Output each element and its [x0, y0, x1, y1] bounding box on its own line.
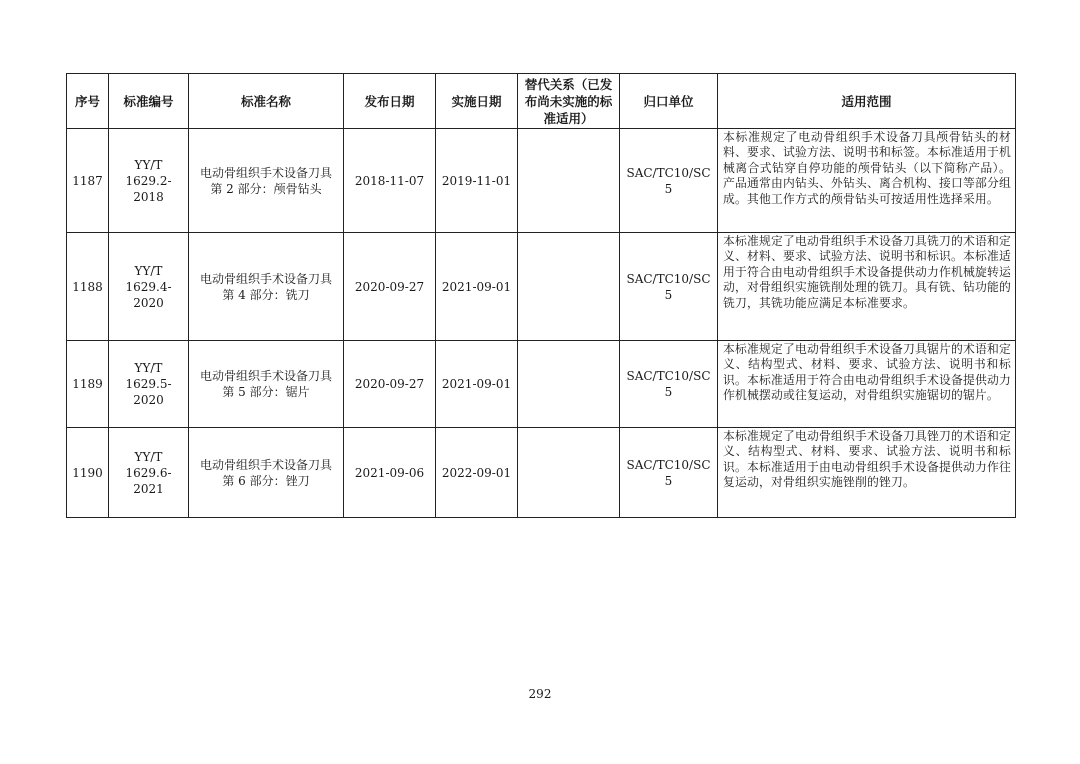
table-row — [67, 428, 1016, 518]
header-effective-date: 实施日期 — [436, 74, 518, 129]
cell-unit-text: SAC/TC10/SC5 — [626, 271, 711, 302]
cell-code — [109, 233, 189, 341]
standards-table — [66, 73, 1016, 518]
cell-replacement — [518, 233, 620, 341]
cell-publish-date: 2020-09-27 — [344, 341, 436, 428]
cell-unit — [620, 129, 718, 233]
cell-effective-date: 2021-09-01 — [436, 341, 518, 428]
cell-name-text: 电动骨组织手术设备刀具 第 5 部分：锯片 — [199, 369, 332, 399]
cell-effective-date: 2022-09-01 — [436, 428, 518, 518]
cell-unit-text: SAC/TC10/SC5 — [626, 165, 711, 196]
cell-name-text: 电动骨组织手术设备刀具 第 4 部分：铣刀 — [199, 271, 332, 302]
cell-no: 1188 — [67, 233, 109, 341]
cell-scope: 本标准规定了电动骨组织手术设备刀具铣刀的术语和定义、材料、要求、试验方法、说明书和标识。本标准适用于符合由电动骨组织手术设备提供动力作机械旋转运动，对骨组织实施铣削处理的铣刀。具有铣、钻功能的铣刀，其铣功能应满足本标准要求。 — [718, 233, 1016, 341]
cell-scope: 本标准规定了电动骨组织手术设备刀具锯片的术语和定义、结构型式、材料、要求、试验方法、说明书和标识。本标准适用于符合由电动骨组织手术设备提供动力作机械摆动或往复运动，对骨组织实施锯切的锯片。 — [718, 341, 1016, 428]
cell-code-text: YY/T 1629.6-2021 — [125, 449, 172, 496]
cell-effective-date: 2021-09-01 — [436, 233, 518, 341]
cell-unit — [620, 341, 718, 428]
cell-replacement — [518, 341, 620, 428]
cell-name-text: 电动骨组织手术设备刀具 第 6 部分：锉刀 — [199, 457, 332, 488]
table-header-row — [67, 74, 1016, 129]
cell-publish-date: 2020-09-27 — [344, 233, 436, 341]
cell-no: 1189 — [67, 341, 109, 428]
cell-code — [109, 341, 189, 428]
cell-replacement — [518, 129, 620, 233]
cell-name — [189, 428, 344, 518]
header-replacement — [518, 74, 620, 129]
cell-name — [189, 129, 344, 233]
table-row — [67, 233, 1016, 341]
header-name: 标准名称 — [189, 74, 344, 129]
cell-scope: 本标准规定了电动骨组织手术设备刀具锉刀的术语和定义、结构型式、材料、要求、试验方法、说明书和标识。本标准适用于由电动骨组织手术设备提供动力作往复运动，对骨组织实施锉削的锉刀。 — [718, 428, 1016, 518]
cell-effective-date: 2019-11-01 — [436, 129, 518, 233]
header-unit: 归口单位 — [620, 74, 718, 129]
cell-unit — [620, 428, 718, 518]
cell-code-text: YY/T 1629.4-2020 — [125, 263, 172, 310]
cell-no: 1190 — [67, 428, 109, 518]
table-row — [67, 129, 1016, 233]
cell-no: 1187 — [67, 129, 109, 233]
cell-unit — [620, 233, 718, 341]
cell-replacement — [518, 428, 620, 518]
cell-publish-date: 2021-09-06 — [344, 428, 436, 518]
header-scope: 适用范围 — [718, 74, 1016, 129]
cell-name — [189, 233, 344, 341]
cell-publish-date: 2018-11-07 — [344, 129, 436, 233]
cell-scope: 本标准规定了电动骨组织手术设备刀具颅骨钻头的材料、要求、试验方法、说明书和标签。本标准适用于机械离合式钻穿自停功能的颅骨钻头（以下简称产品）。产品通常由内钻头、外钻头、离合机构、接口等部分组成。其他工作方式的颅骨钻头可按适用性选择采用。 — [718, 129, 1016, 233]
cell-name-text: 电动骨组织手术设备刀具 第 2 部分：颅骨钻头 — [199, 165, 332, 196]
cell-unit-text: SAC/TC10/SC5 — [626, 369, 711, 399]
header-replacement-label: 替代关系（已发布尚未实施的标准适用） — [524, 76, 613, 126]
cell-code — [109, 129, 189, 233]
cell-code — [109, 428, 189, 518]
table-row — [67, 341, 1016, 428]
page-number: 292 — [528, 687, 552, 701]
cell-code-text: YY/T 1629.2-2018 — [125, 157, 172, 204]
header-publish-date: 发布日期 — [344, 74, 436, 129]
header-code: 标准编号 — [109, 74, 189, 129]
cell-unit-text: SAC/TC10/SC5 — [626, 457, 711, 488]
header-no: 序号 — [67, 74, 109, 129]
cell-name — [189, 341, 344, 428]
cell-code-text: YY/T 1629.5-2020 — [125, 361, 172, 407]
